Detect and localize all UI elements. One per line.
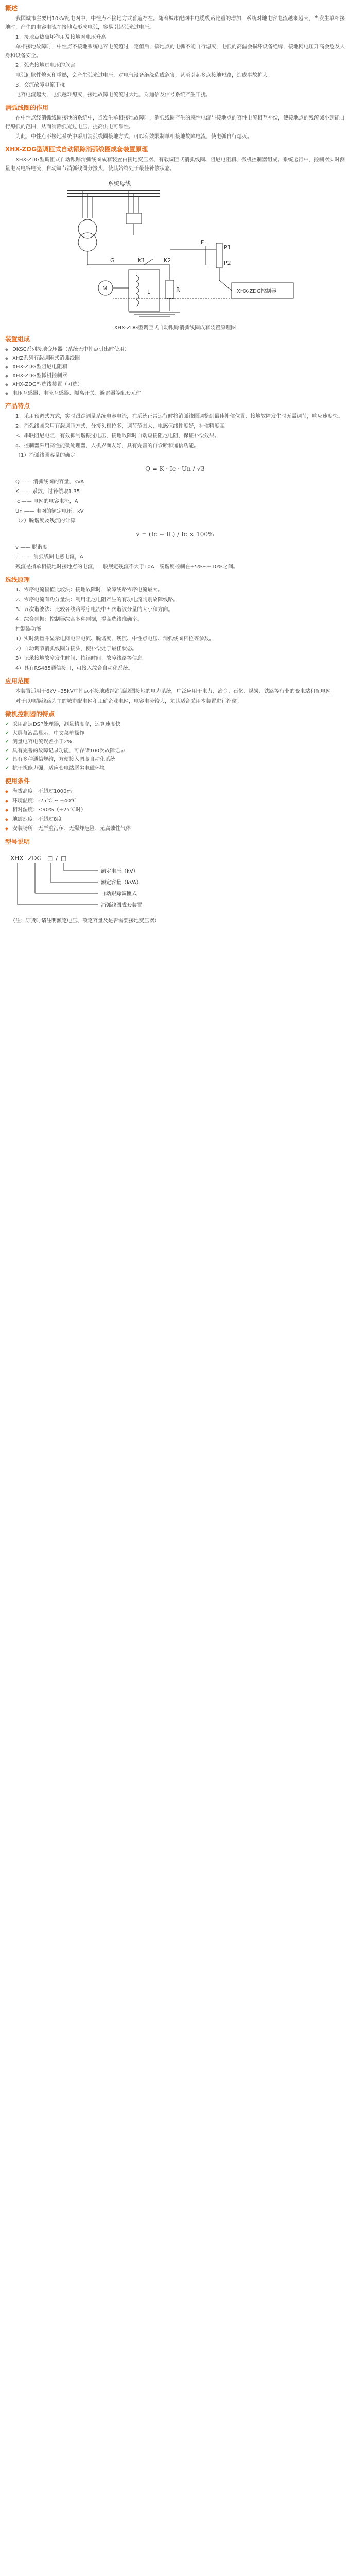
environment-title: 使用条件	[5, 777, 30, 785]
application-title: 应用范围	[5, 677, 30, 685]
hazards-section	[5, 104, 345, 141]
selection-title: 选线原理	[5, 576, 30, 583]
coil-box	[129, 270, 160, 311]
technical-item: ✔ 具有完善的故障记录功能，可存储100次故障记录	[5, 747, 345, 755]
selection-section	[5, 575, 345, 673]
application-section	[5, 677, 345, 706]
function-item: 2）自动调节消弧线圈分接头，使补偿处于最佳状态。	[15, 646, 137, 652]
ct-icon	[216, 243, 222, 268]
formula-note: Q —— 消弧线圈的容量，kVA	[15, 479, 84, 485]
formula-tail: 残流是指单相接地时接地点的电流，一般规定残流不大于10A，脱谐度控制在±5%~±10%之间。	[15, 564, 238, 570]
overview-para: 单相接地故障时，中性点不接地系统电容电流超过一定值后，接地点的电弧不能自行熄灭，电弧的高温会损坏设备绝缘，接地网电压升高会危及人身和设备安全。	[5, 44, 345, 59]
environment-item: ◆ 安装场所：无严重污秽、无爆炸危险、无腐蚀性气体	[5, 824, 345, 834]
technical-item: ✔ 采用高速DSP处理器，测量精度高，运算速度快	[5, 720, 345, 729]
features-para: 3、串联阻尼电阻，有效抑制谐振过电压，接地故障时自动短接阻尼电阻，保证补偿效果。	[15, 433, 220, 439]
overview-para: 1、接地点热破坏作用及接地网电压升高	[15, 35, 107, 40]
composition-title: 装置组成	[5, 335, 30, 343]
label-f: F	[201, 239, 204, 246]
principle-title: XHX-ZDG型调匝式自动跟踪消弧线圈成套装置原理	[5, 146, 148, 153]
label-p2: P2	[224, 260, 231, 266]
model-code-diagram	[5, 850, 232, 933]
selection-para: 2、零序电流有功分量法：利用阻尼电阻产生的有功电流判别故障线路。	[15, 597, 179, 603]
overview-para: 2、弧光接地过电压的危害	[15, 63, 76, 69]
features-para: 1、采用预调式方式，实时跟踪测量系统电容电流，在系统正常运行时将消弧线圈调整到最佳补偿位置，接地故障发生时无需调节，响应速度快。	[15, 414, 343, 419]
selection-para: 4、综合判据：控制器综合多种判据，提高选线准确率。	[15, 617, 143, 622]
principle-diagram	[46, 177, 304, 319]
function-item: 3）记录接地故障发生时间、持续时间、故障线路等信息。	[15, 656, 148, 662]
overview-para: 电容电流越大，电弧越难熄灭，接地故障电流流过大地，对通信及信号系统产生干扰。	[15, 92, 211, 98]
application-para: 对于以电缆线路为主的城市配电网和工矿企业电网，电容电流较大，尤其适合采用本装置进行补偿。	[15, 699, 242, 704]
technical-item: ✔ 测量电容电流误差小于2%	[5, 738, 345, 747]
environment-item: ◆ 海拔高度：不超过1000m	[5, 787, 345, 796]
code-legend: 自动跟踪调匝式	[101, 891, 137, 897]
formula-note: IL —— 消弧线圈电感电流，A	[15, 554, 83, 560]
pt-box	[126, 213, 142, 224]
environment-item: ◆ 环境温度：-25℃ ~ +40℃	[5, 796, 345, 806]
function-item: 1）实时测量并显示电网电容电流、脱谐度、残流、中性点电压、消弧线圈档位等参数。	[15, 636, 215, 642]
technical-section	[5, 710, 345, 773]
code-legend: 额定容量（kVA）	[101, 880, 142, 886]
formula-note: K —— 系数，过补偿取1.35	[15, 489, 80, 495]
formula-title: （1）消弧线圈容量的确定	[15, 453, 76, 459]
controller-label: XHX-ZDG控制器	[237, 289, 276, 294]
label-k1: K1	[138, 257, 146, 264]
code-seg: ZDG	[28, 855, 42, 862]
formula-note: Ic —— 电网的电容电流，A	[15, 499, 78, 504]
overview-title: 概述	[5, 5, 18, 12]
function-item: 4）具有RS485通信接口，可接入综合自动化系统。	[15, 666, 133, 671]
features-title: 产品特点	[5, 402, 30, 410]
switch-k1-icon	[144, 259, 153, 265]
overview-para: 3、交流故障电流干扰	[15, 82, 65, 88]
composition-item: ◆ XHX-ZDG型阻尼电阻箱	[5, 363, 345, 371]
formula-detuning: v = (Ic − IL) / Ic × 100%	[136, 531, 214, 538]
overview-section	[5, 4, 345, 99]
technical-item: ✔ 大屏幕液晶显示，中文菜单操作	[5, 729, 345, 738]
label-k2: K2	[164, 257, 171, 264]
controller-link	[219, 280, 232, 291]
selection-para: 3、五次谐波法：比较各线路零序电流中五次谐波分量的大小和方向。	[15, 607, 173, 613]
bus-label: 系统母线	[108, 180, 131, 187]
features-para: 4、控制器采用高性能微处理器，人机界面友好，具有完善的自诊断和通信功能。	[15, 443, 199, 449]
features-section	[5, 402, 345, 571]
selection-subtitle: 控制器功能	[15, 626, 41, 632]
transformer-winding-icon	[78, 233, 97, 251]
code-legend: 消弧线圈成套装置	[101, 903, 142, 908]
overview-para: 我国城市主要用10kV配电网中，中性点不接地方式普遍存在。随着城市配网中电缆线路比重的增加，系统对地电容电流越来越大，当发生单相接地时，产生的电容电流在接地点形成电弧，容易引起弧光过电压。	[5, 16, 345, 30]
environment-item: ◆ 地震烈度：不超过8度	[5, 815, 345, 824]
technical-item: ✔ 抗干扰能力强，适应变电站恶劣电磁环境	[5, 764, 345, 773]
label-m: M	[102, 285, 108, 292]
formula-title: （2）脱谐度及残流的计算	[15, 518, 76, 524]
composition-item: ◆ DKSC系列接地变压器（系统无中性点引出时使用）	[5, 345, 345, 354]
label-r: R	[176, 286, 180, 293]
code-footer: （注：订货时请注明额定电压、额定容量及是否需要接地变压器）	[10, 918, 160, 924]
application-para: 本装置适用于6kV~35kV中性点不接地或经消弧线圈接地的电力系统，广泛应用于电力、冶金、石化、煤炭、铁路等行业的变电站和配电网。	[15, 689, 336, 694]
figure-caption: XHX-ZDG型调匝式自动跟踪消弧线圈成套装置原理图	[114, 325, 236, 331]
principle-section	[5, 145, 345, 331]
label-p1: P1	[224, 244, 231, 251]
selection-para: 1、零序电流幅值比较法：接地故障时，故障线路零序电流最大。	[15, 587, 163, 593]
model-code-title: 型号说明	[5, 838, 30, 845]
environment-item: ◆ 相对湿度：≤90%（+25℃时）	[5, 806, 345, 815]
overview-para: 电弧间歇性熄灭和重燃，会产生弧光过电压，对电气设备绝缘造成危害，甚至引起多点接地短路，造成事故扩大。	[15, 73, 273, 78]
label-l: L	[147, 289, 151, 295]
code-prefix: XHX	[10, 855, 24, 862]
composition-section	[5, 335, 345, 398]
principle-para: XHX-ZDG型调匝式自动跟踪消弧线圈成套装置由接地变压器、有载调匝式消弧线圈、阻尼电阻箱、微机控制器组成。系统运行中，控制器实时测量电网电容电流，自动调节消弧线圈分接头，使其始终处于最佳补偿状态。	[5, 157, 345, 172]
coil-icon	[136, 275, 139, 306]
page	[0, 4, 350, 2576]
composition-item: ◆ 电压互感器、电流互感器、隔离开关、避雷器等配套元件	[5, 389, 345, 398]
composition-item: ◆ XHX-ZDG型微机控制器	[5, 371, 345, 380]
model-code-section	[5, 838, 345, 933]
hazards-para: 在中性点经消弧线圈接地的系统中，当发生单相接地故障时，消弧线圈产生的感性电流与接地点的容性电流相互补偿，使接地点的残流减小到能自行熄弧的范围，从而消除弧光过电压，提高供电可靠性。	[5, 115, 345, 130]
environment-section	[5, 777, 345, 834]
formula-note: Un —— 电网的额定电压，kV	[15, 509, 84, 514]
hazards-title: 消弧线圈的作用	[5, 104, 49, 111]
circuit-diagram	[46, 177, 304, 319]
composition-item: ◆ XHZ系列有载调匝式消弧线圈	[5, 354, 345, 363]
model-code-svg	[5, 850, 232, 933]
code-seg: /	[56, 855, 58, 862]
formula-capacity: Q = K · Ic · Un / √3	[145, 465, 205, 472]
code-seg: □	[47, 855, 54, 862]
code-seg: □	[61, 855, 67, 862]
features-para: 2、消弧线圈采用有载调匝方式，分接头档位多，调节范围大，电感值线性度好，补偿精度高。	[15, 423, 230, 429]
code-legend: 额定电压（kV）	[101, 869, 138, 874]
technical-title: 微机控制器的特点	[5, 710, 55, 718]
composition-item: ◆ XHX-ZDG型选线装置（可选）	[5, 380, 345, 389]
label-g: G	[110, 257, 115, 264]
formula-note: v —— 脱谐度	[15, 545, 48, 550]
technical-item: ✔ 具有多种通信规约，方便接入调度自动化系统	[5, 755, 345, 764]
resistor-icon	[166, 280, 174, 299]
hazards-para: 为此，中性点不接地系统中采用消弧线圈接地方式，可以有效限制单相接地故障电流，使电弧自行熄灭。	[15, 134, 252, 140]
